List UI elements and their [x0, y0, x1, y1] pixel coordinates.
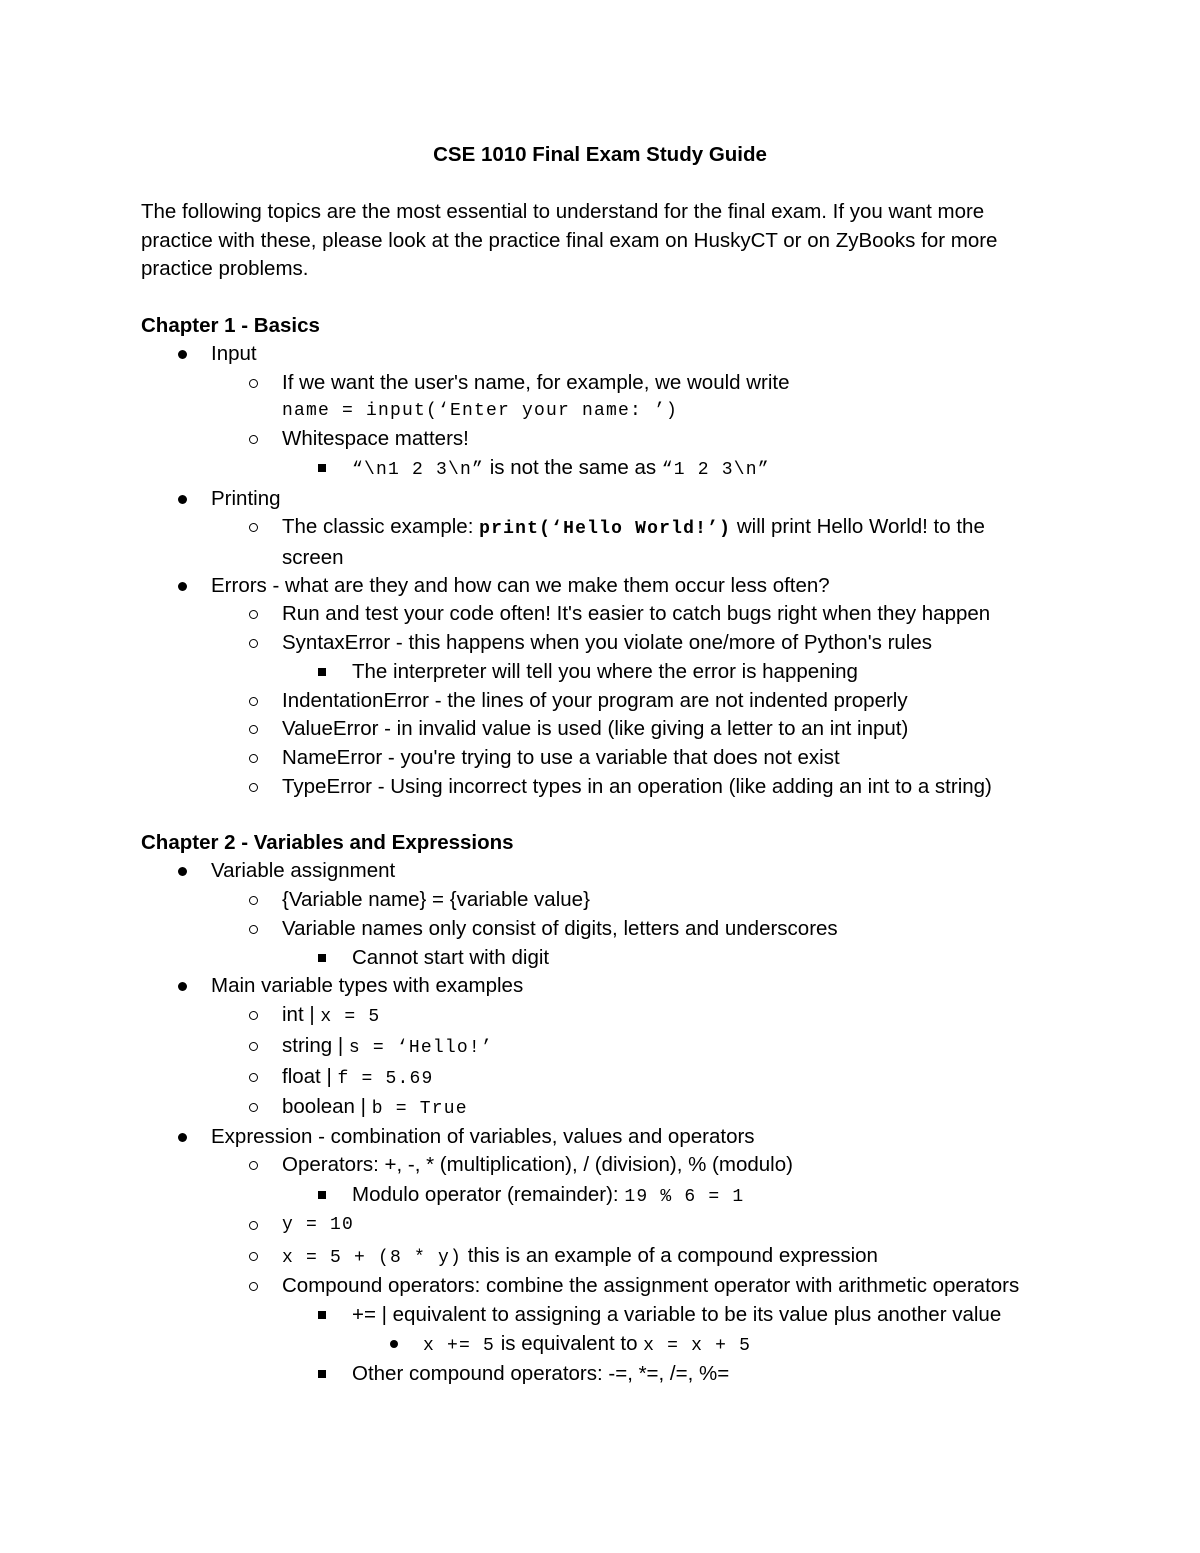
list-item — [282, 513, 985, 543]
list-item: SyntaxError - this happens when you violate one/more of Python's rules — [282, 631, 933, 654]
list-item-input: Input — [211, 342, 257, 365]
hollow-bullet-icon — [249, 1103, 258, 1112]
hollow-bullet-icon — [249, 435, 258, 444]
list-item: Variable names only consist of digits, letters and underscores — [282, 917, 838, 940]
code-inline: s = ‘Hello!’ — [348, 1038, 493, 1058]
hollow-bullet-icon — [249, 896, 258, 905]
hollow-bullet-icon — [249, 639, 258, 648]
hollow-bullet-icon — [249, 523, 258, 532]
hollow-bullet-icon — [249, 1073, 258, 1082]
code-inline: x = 5 — [320, 1007, 381, 1027]
hollow-bullet-icon — [249, 725, 258, 734]
chapter-2-heading: Chapter 2 - Variables and Expressions — [141, 831, 514, 854]
list-item: TypeError - Using incorrect types in an operation (like adding an int to a string) — [282, 775, 992, 798]
list-item: NameError - you're trying to use a variable that does not exist — [282, 746, 840, 769]
inline-text: boolean | — [282, 1095, 372, 1118]
filled-bullet-icon — [178, 982, 187, 991]
list-item: Whitespace matters! — [282, 427, 469, 450]
hollow-bullet-icon — [249, 379, 258, 388]
code-inline: “\n1 2 3\n” — [352, 460, 485, 480]
list-item — [282, 1063, 433, 1093]
inline-text: will print Hello World! to the — [731, 515, 985, 538]
list-item — [282, 1242, 878, 1272]
inline-text: float | — [282, 1065, 338, 1088]
list-item — [282, 1093, 468, 1123]
code-example: y = 10 — [282, 1215, 355, 1235]
list-item: Run and test your code often! It's easier to catch bugs right when they happen — [282, 602, 991, 625]
list-item — [352, 454, 770, 484]
square-bullet-icon — [318, 1311, 326, 1319]
list-item: += | equivalent to assigning a variable to be its value plus another value — [352, 1303, 1002, 1326]
code-inline: x = x + 5 — [643, 1336, 752, 1356]
list-item: ValueError - in invalid value is used (like giving a letter to an int input) — [282, 717, 909, 740]
page-title: CSE 1010 Final Exam Study Guide — [433, 143, 767, 166]
code-inline: b = True — [371, 1099, 468, 1119]
list-item: The interpreter will tell you where the error is happening — [352, 660, 858, 683]
filled-bullet-icon — [178, 495, 187, 504]
code-example: name = input(‘Enter your name: ’) — [282, 401, 679, 421]
square-bullet-icon — [318, 668, 326, 676]
list-item — [352, 1181, 744, 1211]
list-item: If we want the user's name, for example, we would write — [282, 371, 790, 394]
list-item-errors: Errors - what are they and how can we make them occur less often? — [211, 574, 830, 597]
hollow-bullet-icon — [249, 697, 258, 706]
list-item: Cannot start with digit — [352, 946, 550, 969]
intro-line: practice problems. — [141, 257, 309, 281]
hollow-bullet-icon — [249, 1252, 258, 1261]
filled-bullet-icon — [178, 350, 187, 359]
filled-bullet-icon — [178, 582, 187, 591]
list-item-expression: Expression - combination of variables, values and operators — [211, 1125, 755, 1148]
list-item: IndentationError - the lines of your program are not indented properly — [282, 689, 908, 712]
hollow-bullet-icon — [249, 610, 258, 619]
code-inline: f = 5.69 — [337, 1069, 434, 1089]
list-item: Compound operators: combine the assignment operator with arithmetic operators — [282, 1274, 1020, 1297]
filled-bullet-icon — [178, 1133, 187, 1142]
hollow-bullet-icon — [249, 783, 258, 792]
list-item-variable-assignment: Variable assignment — [211, 859, 396, 882]
list-item — [423, 1330, 751, 1360]
list-item: Other compound operators: -=, *=, /=, %= — [352, 1362, 730, 1385]
inline-text: is not the same as — [484, 456, 662, 479]
code-inline: 19 % 6 = 1 — [624, 1187, 745, 1207]
inline-text: this is an example of a compound expression — [462, 1244, 878, 1267]
list-item-variable-types: Main variable types with examples — [211, 974, 524, 997]
inline-text: Modulo operator (remainder): — [352, 1183, 625, 1206]
filled-bullet-icon — [390, 1340, 398, 1348]
intro-line: practice with these, please look at the practice final exam on HuskyCT or on ZyBooks for more — [141, 228, 998, 252]
hollow-bullet-icon — [249, 1282, 258, 1291]
intro-line: The following topics are the most essential to understand for the final exam. If you want more — [141, 200, 985, 223]
hollow-bullet-icon — [249, 1161, 258, 1170]
code-inline: “1 2 3\n” — [661, 460, 770, 480]
hollow-bullet-icon — [249, 1221, 258, 1230]
hollow-bullet-icon — [249, 1042, 258, 1051]
intro-paragraph — [141, 198, 1071, 284]
inline-text: string | — [282, 1034, 349, 1057]
square-bullet-icon — [318, 1191, 326, 1199]
filled-bullet-icon — [178, 867, 187, 876]
code-inline: x = 5 + (8 * y) — [282, 1248, 463, 1268]
hollow-bullet-icon — [249, 1011, 258, 1020]
list-item-printing: Printing — [211, 487, 281, 510]
code-inline: x += 5 — [423, 1336, 496, 1356]
inline-text: int | — [282, 1003, 321, 1026]
square-bullet-icon — [318, 954, 326, 962]
square-bullet-icon — [318, 464, 326, 472]
list-item: {Variable name} = {variable value} — [282, 888, 590, 911]
hollow-bullet-icon — [249, 925, 258, 934]
code-inline: print(‘Hello World!’) — [479, 519, 732, 539]
list-item — [282, 1001, 380, 1031]
list-item — [282, 1032, 493, 1062]
hollow-bullet-icon — [249, 754, 258, 763]
chapter-1-heading: Chapter 1 - Basics — [141, 314, 320, 337]
inline-text: is equivalent to — [495, 1332, 644, 1355]
inline-text: The classic example: — [282, 515, 480, 538]
square-bullet-icon — [318, 1370, 326, 1378]
list-item: Operators: +, -, * (multiplication), / (division), % (modulo) — [282, 1153, 793, 1176]
list-item-continuation: screen — [282, 546, 344, 569]
